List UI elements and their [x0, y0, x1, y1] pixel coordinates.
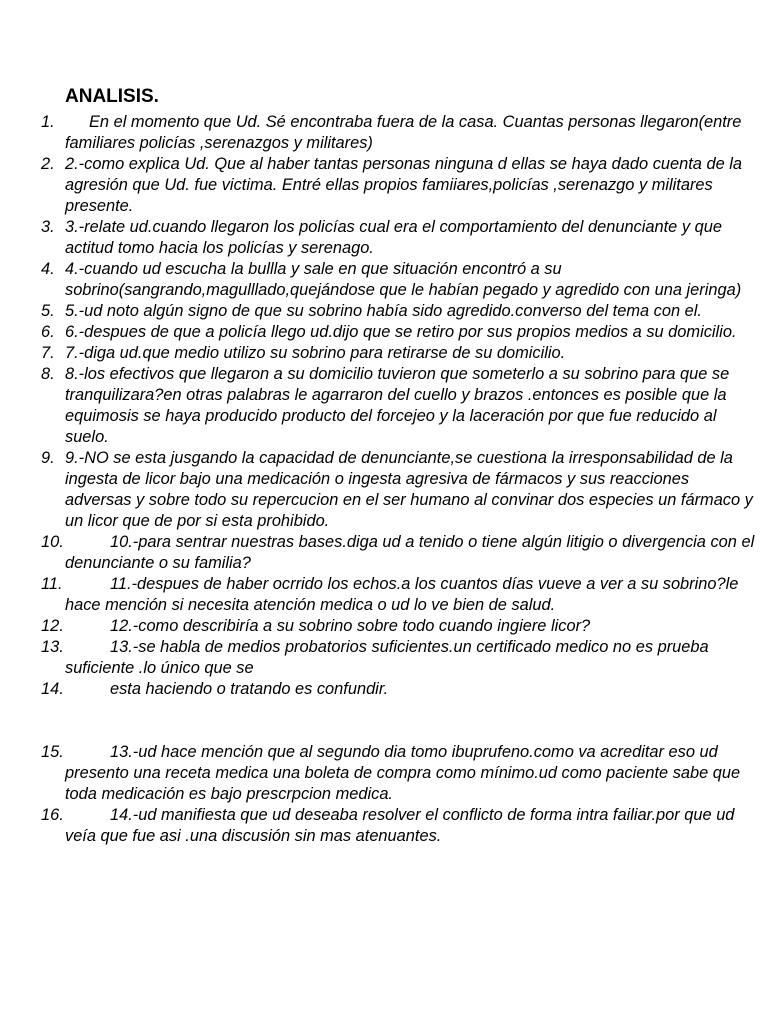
- question-list: [0, 112, 768, 847]
- item-number: 3.: [41, 218, 55, 236]
- item-number: 1.: [41, 113, 55, 131]
- item-text: esta haciendo o tratando es confundir.: [110, 680, 389, 698]
- item-text: 11.-despues de haber ocrrido los echos.a los cuantos días vueve a ver a su sobrino?le hace mención si necesita atención medica o ud lo ve bien de salud.: [65, 575, 739, 614]
- item-text: 13.-se habla de medios probatorios suficientes.un certificado medico no es prueba suficiente .lo único que se: [65, 638, 709, 677]
- list-item: [0, 637, 768, 679]
- item-text: 6.-despues de que a policía llego ud.dijo que se retiro por sus propios medios a su domicilio.: [65, 323, 737, 341]
- item-text: 5.-ud noto algún signo de que su sobrino había sido agredido.converso del tema con el.: [65, 302, 702, 320]
- item-text: 8.-los efectivos que llegaron a su domicilio tuvieron que someterlo a su sobrino para que se tranquilizara?en otras palabras le agarraron del cuello y brazos .entonces es posible que la equimosis se haya producido producto del forcejeo y la laceración por que fue reducido al suelo.: [65, 365, 730, 446]
- item-number: 14.: [41, 680, 64, 698]
- list-item: [0, 532, 768, 574]
- list-item: [0, 679, 768, 700]
- item-text: 10.-para sentrar nuestras bases.diga ud a tenido o tiene algún litigio o divergencia con el denunciante o su familia?: [65, 533, 755, 572]
- item-text: 13.-ud hace mención que al segundo dia tomo ibuprufeno.como va acreditar eso ud presento una receta medica una boleta de compra como mínimo.ud como paciente sabe que toda medicación es bajo prescrpcion medica.: [65, 743, 741, 803]
- item-number: 7.: [41, 344, 55, 362]
- document-heading: ANALISIS.: [65, 86, 159, 107]
- item-text: 7.-diga ud.que medio utilizo su sobrino para retirarse de su domicilio.: [65, 344, 566, 362]
- item-number: 10.: [41, 533, 64, 551]
- item-number: 5.: [41, 302, 55, 320]
- item-number: 15.: [41, 743, 64, 761]
- list-item: [0, 742, 768, 805]
- list-item: [0, 574, 768, 616]
- list-item: [0, 364, 768, 448]
- item-number: 11.: [41, 575, 63, 593]
- item-text: 14.-ud manifiesta que ud deseaba resolver el conflicto de forma intra failiar.por que ud veía que fue asi .una discusión sin mas atenuantes.: [65, 806, 735, 845]
- list-item: [0, 343, 768, 364]
- list-item: [0, 301, 768, 322]
- blank-space: [0, 700, 768, 742]
- list-item: [0, 112, 768, 154]
- item-text: 2.-como explica Ud. Que al haber tantas personas ninguna d ellas se haya dado cuenta de la agresión que Ud. fue victima. Entré ellas propios famiiares,policías ,serenazgo y militares presente.: [65, 155, 743, 215]
- item-number: 8.: [41, 365, 55, 383]
- item-number: 9.: [41, 449, 55, 467]
- item-number: 12.: [41, 617, 64, 635]
- item-text: 3.-relate ud.cuando llegaron los policías cual era el comportamiento del denunciante y que actitud tomo hacia los policías y serenago.: [65, 218, 722, 257]
- item-number: 6.: [41, 323, 55, 341]
- item-number: 4.: [41, 260, 55, 278]
- item-number: 16.: [41, 806, 64, 824]
- list-item: [0, 805, 768, 847]
- list-item: [0, 322, 768, 343]
- list-item: [0, 448, 768, 532]
- list-item: [0, 616, 768, 637]
- item-text: 4.-cuando ud escucha la bullla y sale en que situación encontró a su sobrino(sangrando,magulllado,quejándose que le habían pegado y agredido con una jeringa): [65, 260, 742, 299]
- item-text: En el momento que Ud. Sé encontraba fuera de la casa. Cuantas personas llegaron(entre familiares policías ,serenazgos y militares): [65, 113, 742, 152]
- list-item: [0, 154, 768, 217]
- item-number: 13.: [41, 638, 64, 656]
- list-item: [0, 217, 768, 259]
- item-text: 12.-como describiría a su sobrino sobre todo cuando ingiere licor?: [110, 617, 591, 635]
- item-text: 9.-NO se esta jusgando la capacidad de denunciante,se cuestiona la irresponsabilidad de la ingesta de licor bajo una medicación o ingesta agresiva de fármacos y sus reacciones adversas y sobre todo su repercucion en el ser humano al convinar dos especies un fármaco y un licor que de por si esta prohibido.: [65, 449, 753, 530]
- list-item: [0, 259, 768, 301]
- item-number: 2.: [41, 155, 55, 173]
